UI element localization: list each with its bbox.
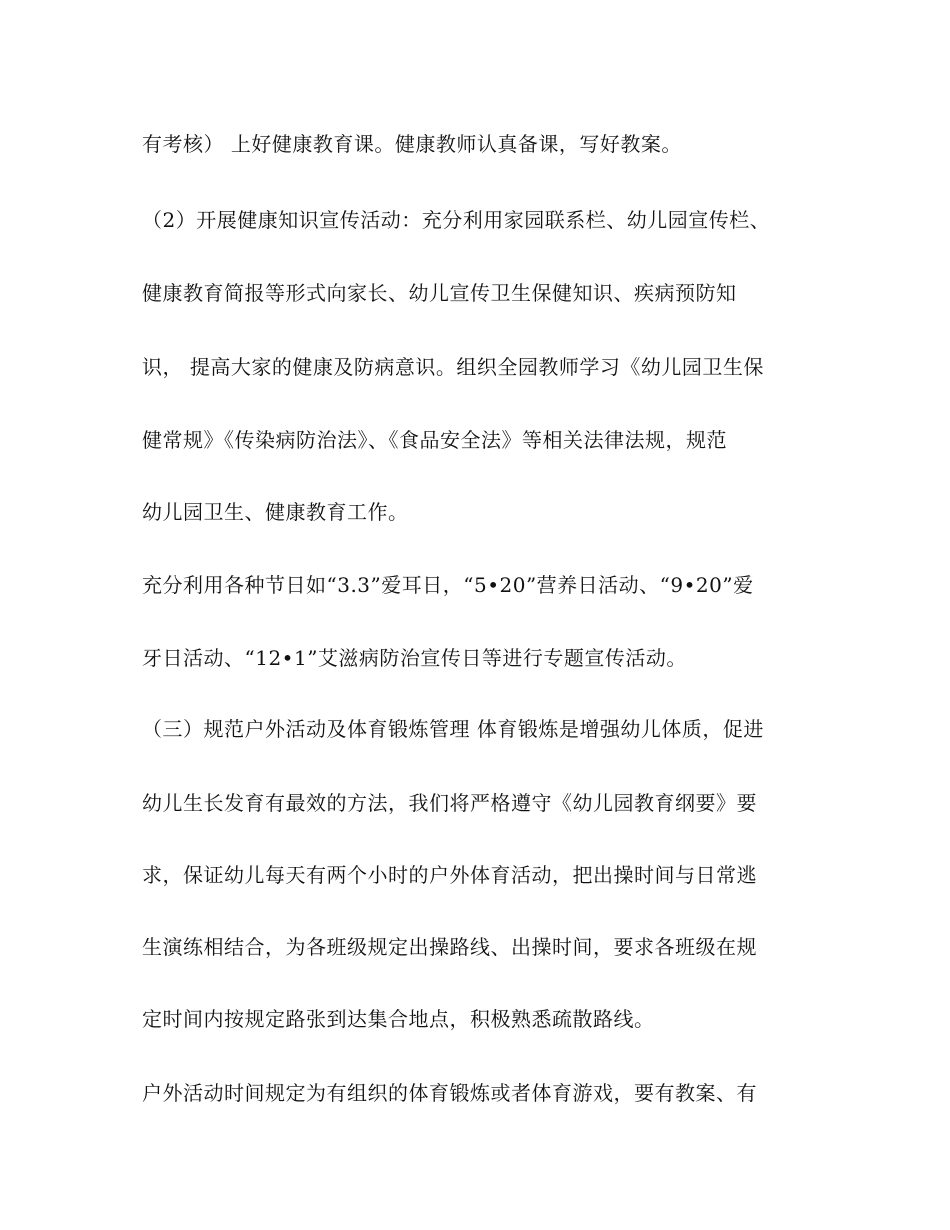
text-line: （三）规范户外活动及体育锻炼管理 体育锻炼是增强幼儿体质，促进 bbox=[142, 717, 764, 741]
text-line: 幼儿生长发育有最效的方法，我们将严格遵守《幼儿园教育纲要》要 bbox=[142, 791, 757, 815]
text-line: 求，保证幼儿每天有两个小时的户外体育活动，把出操时间与日常逃 bbox=[142, 863, 757, 887]
text-line: 生演练相结合，为各班级规定出操路线、出操时间，要求各班级在规 bbox=[142, 935, 757, 959]
text-line: 健常规》《传染病防治法》、《食品安全法》等相关法律法规，规范 bbox=[142, 428, 727, 452]
text-line: 健康教育简报等形式向家长、幼儿宣传卫生保健知识、疾病预防知 bbox=[142, 281, 737, 305]
text-line: 牙日活动、“12•1”艾滋病防治宣传日等进行专题宣传活动。 bbox=[142, 646, 687, 670]
text-line: 有考核） 上好健康教育课。健康教师认真备课，写好教案。 bbox=[142, 132, 682, 156]
text-line: 充分利用各种节日如“3.3”爱耳日，“5•20”营养日活动、“9•20”爱 bbox=[142, 573, 754, 597]
text-line: 识， 提高大家的健康及防病意识。组织全园教师学习《幼儿园卫生保 bbox=[142, 355, 764, 379]
text-line: 定时间内按规定路张到达集合地点，积极熟悉疏散路线。 bbox=[142, 1007, 655, 1031]
text-line: 幼儿园卫生、健康教育工作。 bbox=[142, 500, 409, 524]
text-line: （2）开展健康知识宣传活动：充分利用家园联系栏、幼儿园宣传栏、 bbox=[142, 208, 771, 232]
text-line: 户外活动时间规定为有组织的体育锻炼或者体育游戏，要有教案、有 bbox=[142, 1081, 757, 1105]
